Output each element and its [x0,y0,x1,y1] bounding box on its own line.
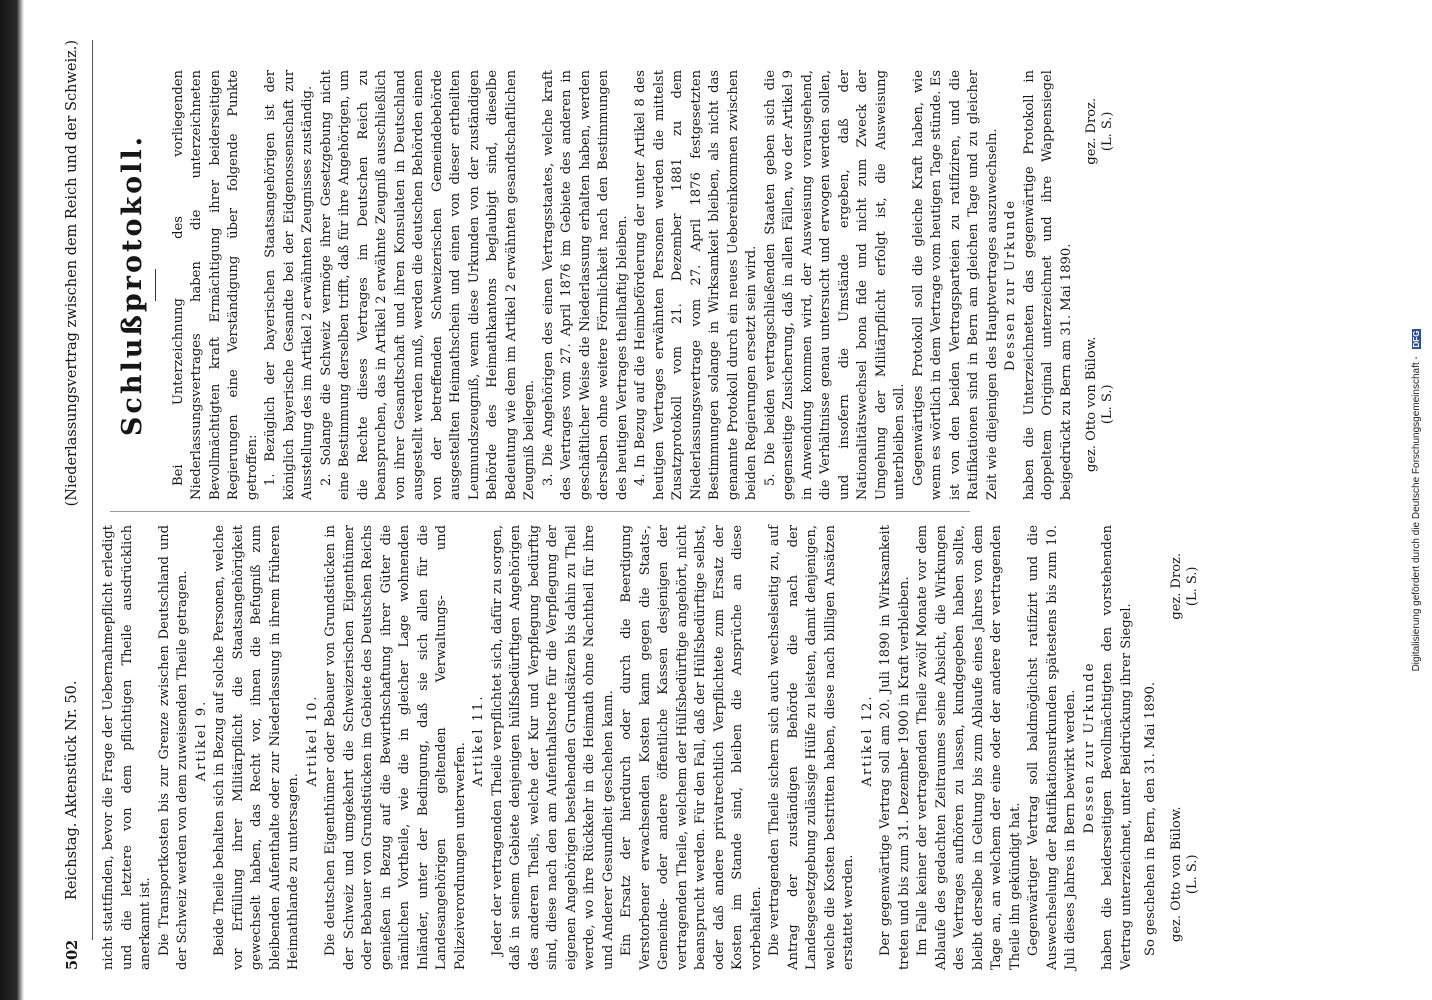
paragraph: 1. Bezüglich der bayerischen Staatsangehörigen ist der königlich bayerische Gesandte bei der Eidgenossenschaft zur Ausstellung des im Artikel 2 erwähnten Zeugnisses zuständig. [263,70,315,500]
paragraph: 4. In Bezug auf die Heimbeförderung der unter Artikel 8 des heutigen Vertrages erwähnten Personen werden die mittelst Zusatzprotokoll vom 21. Dezember 1881 zu dem Niederlassungsvertrage vom 27. April 1876 festgesetzten Bestimmungen solange in Wirksamkeit bleiben, als nicht das genannte Protokoll durch ein neues Uebereinkommen zwischen beiden Regierungen ersetzt sein wird. [633,70,759,500]
signature-block [1084,337,1116,473]
attestation-heading: Dessen zur Urkunde [1081,661,1097,834]
signatory-name: gez. Droz. [1168,553,1184,620]
seal-mark: (L. S.) [1100,111,1115,152]
paragraph: Der gegenwärtige Vertrag soll am 20. Juli 1890 in Wirksamkeit treten und bis zum 31. Dezember 1900 in Kraft verbleiben. [878,525,912,970]
signature-block [1084,98,1116,165]
left-column [100,525,1201,970]
paragraph: nicht stattfinden, bevor die Frage der Uebernahmepflicht erledigt und die letztere von dem pflichtigen Theile ausdrücklich anerkannt ist. [101,525,153,970]
column-divider [110,511,970,512]
article-heading: Artikel 12. [859,694,875,787]
signature-row [1169,525,1201,970]
paragraph: haben die Unterzeichneten das gegenwärtige Protokoll in doppeltem Original unterzeichnet und ihre Wappensiegel beigedrückt zu Bern am 31. Mai 1890. [1021,70,1074,500]
paragraph: Ein Ersatz der hierdurch oder durch die Beerdigung Verstorbener erwachsenden Kosten kann gegen die Staats-, Gemeinde- oder andere öffentliche Kassen desjenigen der vertragenden Theile, welchem der Hülfsbedürftige angehört, nicht beansprucht werden. Für den Fall, daß der Hülfsbedürftige selbst, oder daß andere privatrechtlich Verpflichtete zum Ersatz der Kosten im Stande sind, bleiben die Ansprüche an diese vorbehalten. [619,525,764,970]
running-head [64,40,90,970]
paragraph: 2. Solange die Schweiz vermöge ihrer Gesetzgebung nicht eine Bestimmung derselben trifft, daß für ihre Angehörigen, um die Rechte dieses Vertrages im Deutschen Reich zu beanspruchen, das in Artikel 2 erwähnte Zeugniß ausschließlich von ihrer Gesandtschaft und ihren Konsulaten in Deutschland ausgestellt werden muß, werden die deutschen Behörden einen von der betreffenden Schweizerischen Gemeindebehörde ausgestellten Heimathschein und einen von dieser ertheilten Leumundszeugniß, wenn diese Urkunden von der zuständigen Behörde des Heimathkantons beglaubigt sind, dieselbe Bedeutung wie dem im Artikel 2 erwähnten gesandtschaftlichen Zeugniß beilegen. [318,70,537,500]
signature-row [1084,70,1116,500]
signatory-name: gez. Otto von Bülow. [1084,336,1099,472]
paragraph: Beide Theile behalten sich in Bezug auf solche Personen, welche vor Erfüllung ihrer Militärpflicht die Staatsangehörigkeit gewechselt haben, das Recht vor, ihnen die Befugniß zum bleibenden Aufenthalte oder zur Niederlassung in ihrem früheren Heimathlande zu untersagen. [212,525,301,970]
attestation-heading: Dessen zur Urkunde [1003,199,1018,372]
paragraph: Die Transportkosten bis zur Grenze zwischen Deutschland und der Schweiz werden von dem zuweisenden Theile getragen. [156,525,190,970]
signatory-name: gez. Otto von Bülow. [1168,806,1184,942]
paragraph: Bei Unterzeichnung des vorliegenden Niederlassungsvertrages haben die unterzeichneten Bevollmächtigten kraft Ermächtigung ihrer beiderseitigen Regierungen eine Verständigung über folgende Punkte getroffen: [170,70,260,500]
paragraph: Die deutschen Eigenthümer oder Bebauer von Grundstücken in der Schweiz und umgekehrt die Schweizerischen Eigenthümer oder Bebauer von Grundstücken im Gebiete des Deutschen Reichs genießen in Bezug auf die Bewirthschaftung ihrer Güter die nämlichen Vortheile, wie die in gleicher Lage wohnenden Inländer, unter der Bedingung, daß sie sich allen für die Landesangehörigen geltenden Verwaltungs- und Polizeiverordnungen unterwerfen. [323,525,468,970]
digitization-note [1411,0,1425,1000]
page-binding-edge [0,0,24,1000]
seal-mark: (L. S.) [1184,854,1200,895]
article-heading: Artikel 10. [304,694,320,787]
right-column [100,70,1116,500]
title-rule [155,269,156,301]
place-and-date: So geschehen in Bern, den 31. Mai 1890. [1143,681,1158,956]
header-rule [92,40,93,940]
paragraph: 3. Die Angehörigen des einen Vertragsstaates, welche kraft des Vertrages vom 27. April 1876 im Gebiete des anderen in geschäftlicher Weise die Niederlassung erhalten haben, werden derselben ohne weitere Förmlichkeit nach den Bestimmungen des heutigen Vertrages theilhaftig bleiben. [540,70,630,500]
paragraph: Jeder der vertragenden Theile verpflichtet sich, dafür zu sorgen, daß in seinem Gebiete denjenigen hülfsbedürftigen Angehörigen des anderen Theils, welche der Kur und Verpflegung bedürftig sind, diese nach den am Aufenthaltsorte für die Verpflegung der eigenen Angehörigen bestehenden Grundsätzen bis dahin zu Theil werde, wo ihre Rückkehr in die Heimath ohne Nachtheil für ihre und Anderer Gesundheit geschehen kann. [489,525,616,970]
seal-mark: (L. S.) [1184,566,1200,607]
signature-block [1169,553,1201,620]
signatory-name: gez. Droz. [1084,98,1099,165]
page-number: 502 [64,939,81,970]
seal-mark: (L. S.) [1100,384,1115,425]
digitization-note-text: Digitalisierung gefördert durch die Deutsche Forschungsgemeinschaft - [1411,356,1422,672]
rotated-page-content [50,10,1380,1000]
paragraph: haben die beiderseitigen Bevollmächtigten den vorstehenden Vertrag unterzeichnet, unter Beidrückung ihrer Siegel. [1100,525,1134,970]
paragraph: Gegenwärtiger Vertrag soll baldmöglichst ratifizirt und die Auswechselung der Ratifikationsurkunden spätestens bis zum 10. Juli dieses Jahres in Bern bewirkt werden. [1026,525,1078,970]
protocol-title: Schlußprotokoll. [117,133,148,437]
paragraph: Im Falle keiner der vertragenden Theile zwölf Monate vor dem Ablaufe des gedachten Zeitraumes seine Absicht, die Wirkungen des Vertrages aufhören zu lassen, kundgegeben haben sollte, bleibt derselbe in Geltung bis zum Ablaufe eines Jahres von dem Tage an, an welchem der eine oder der andere der vertragenden Theile ihn gekündigt hat. [915,525,1023,970]
running-subtitle: (Niederlassungsvertrag zwischen dem Reich und der Schweiz.) [64,40,80,507]
running-title: Reichstag. Aktenstück Nr. 50. [64,680,80,900]
article-heading: Artikel 9. [193,699,209,782]
paragraph: Die vertragenden Theile sichern sich auch wechselseitig zu, auf Antrag der zuständigen Behörde die nach der Landesgesetzgebung zulässige Hülfe zu leisten, damit denjenigen, welche die Kosten bestritten haben, diese nach billigen Ansätzen erstattet werden. [767,525,856,970]
dfg-logo: DFG [1412,330,1421,348]
paragraph: Gegenwärtiges Protokoll soll die gleiche Kraft haben, wie wenn es wörtlich in dem Vertrage vom heutigen Tage stünde. Es ist von den beiden Vertragsparteien zu ratifiziren, und die Ratifikationen sind in Bern am gleichen Tage und zu gleicher Zeit wie diejenigen des Hauptvertrages auszuwechseln. [910,70,1000,500]
paragraph: 5. Die beiden vertragschließenden Staaten geben sich die gegenseitige Zusicherung, daß in allen Fällen, wo der Artikel 9 in Anwendung kommen wird, der Ausweisung vorausgehend, die Verhältnisse genau untersucht und erwogen werden sollen, und insofern die Umstände ergeben, daß der Nationalitätswechsel bona fide und nicht zum Zweck der Umgehung der Militärpflicht erfolgt ist, die Ausweisung unterbleiben soll. [762,70,907,500]
article-heading: Artikel 11. [471,694,486,787]
signature-block [1169,807,1201,943]
